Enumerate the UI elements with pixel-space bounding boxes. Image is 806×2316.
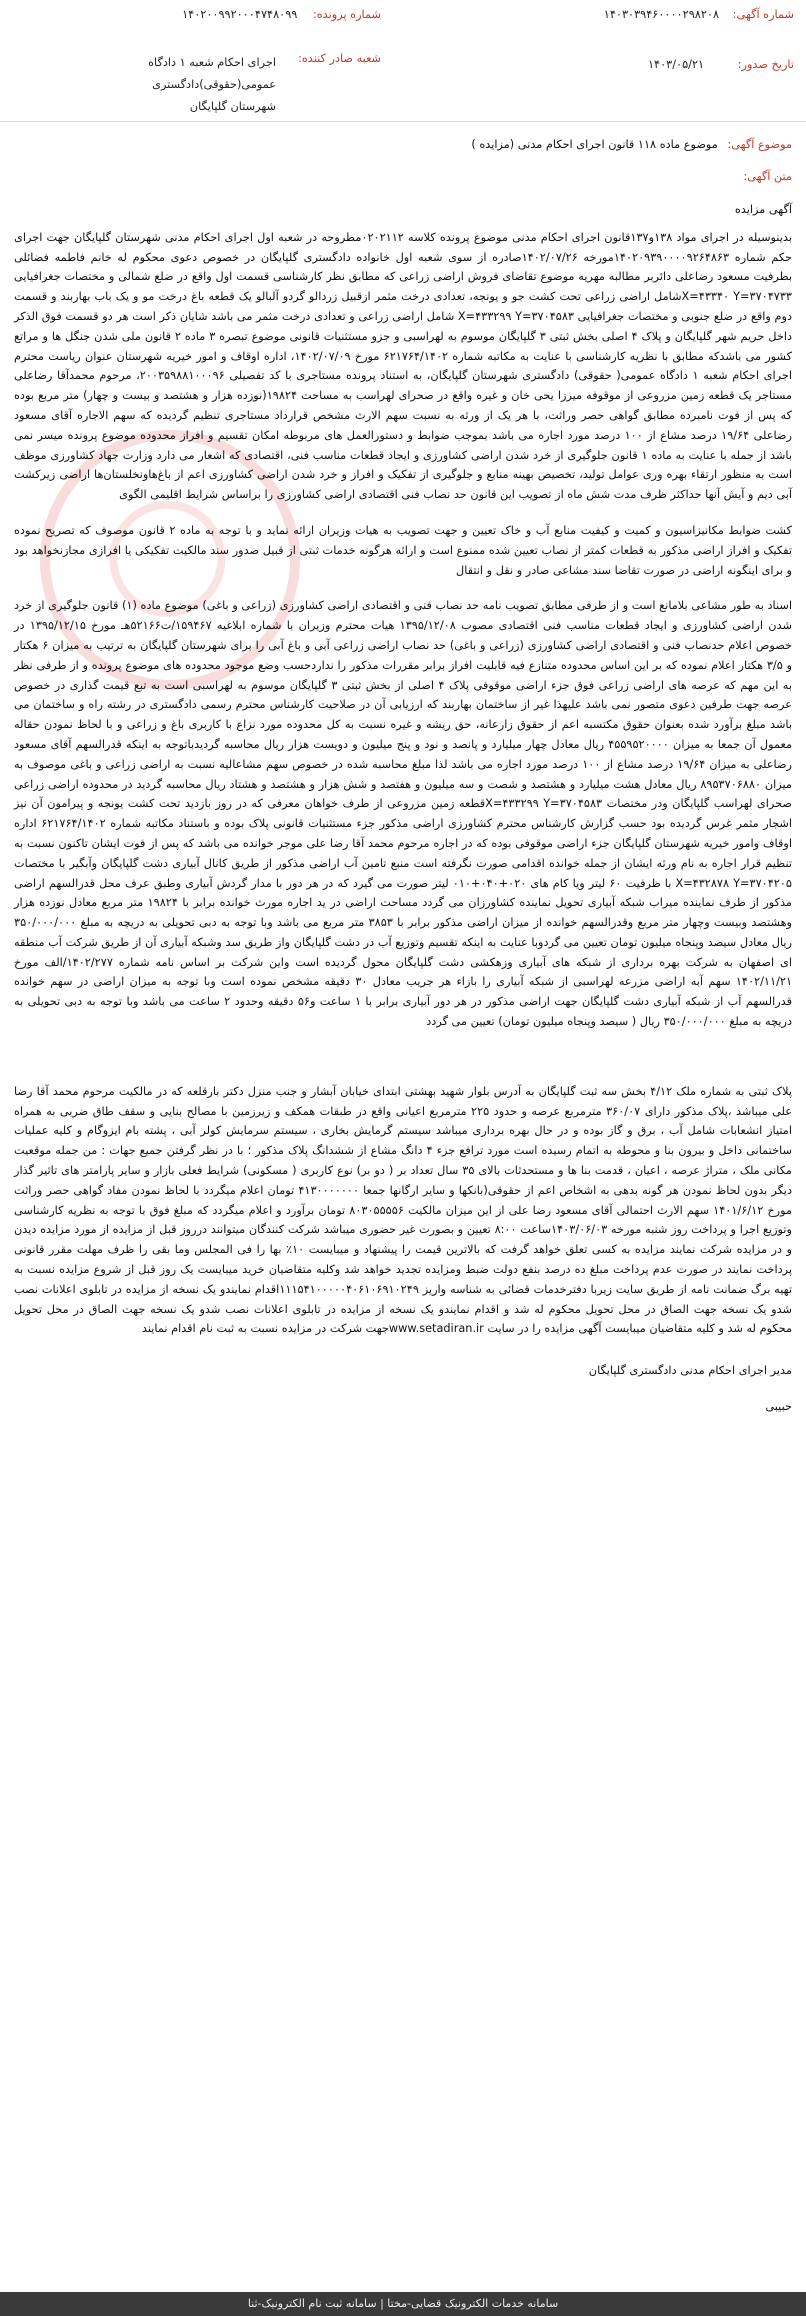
footer-bar xyxy=(0,2292,806,2316)
paragraph: بدینوسیله در اجرای مواد ۱۳۸و۱۳۷قانون اجرای احکام مدنی موضوع پرونده کلاسه ۰۲۰۲۱۱۲مطروحه در شعبه اول اجرای احکام مدنی شهرستان گلپایگان جهت اجرای حکم شماره ۱۴۰۲۰۹۳۹۰۰۰۰۹۲۶۴۸۶۳مورخه ۱۴۰۲/۰۷/۲۶صادره از سوی شعبه اول خانواده دادگستری گلپایگان در خصوص دعوی محکوم له خانم فاطمه فضائلی بطرفیت مسعود رضاعلی دائربر مطالبه مهریه موضوع تقاضای فروش اراضی زراعی که مطابق نظر کارشناسی قسمت اول واقع در ضلع شمالی و مختصات جغرافیایی X=۴۳۳۴۰ Y=۳۷۰۴۷۳۳شامل اراضی زراعی تحت کشت جو و یونجه، تعدادی درخت مثمر ازقبیل زردالو گردو آلبالو یک قطعه باغ درخت مو و یک باب بهاربند و قسمت دوم واقع در ضلع جنوبی و مختصات جغرافیایی X=۴۳۳۲۹۹ Y=۳۷۰۴۵۸۳ شامل اراضی زراعی و تعدادی درخت مثمر می باشد شایان ذکر است هر دو قسمت فوق الذکر داخل حریم شهر گلپایگان و پلاک ۴ اصلی بخش ثبتی ۳ گلپایگان موسوم به لهراسبی و جزو مستثنیات قانونی موضوع تبصره ۳ ماده ۲ قانون ملی شدن جنگل ها و مراتع کشور می باشدکه مطابق با نظریه کارشناسی با عنایت به مکاتبه شماره ۶۲۱۷۶۴/۱۴۰۲ مورخ ۱۴۰۲/۰۷/۰۹، اداره اوقاف و امور خیریه شهرستان عنوان ریاست محترم اجرای احکام شعبه ۱ دادگاه عمومی( حقوقی) دادگستری شهرستان گلپایگان، به استناد پرونده مستاجری با کد تفصیلی ۲۰۰۳۵۹۸۸۱۰۰۰۹۶، مرحوم محمدآقا رضاعلی مستاجر یک قطعه زمین مزروعی از موقوفه میرزا یحی خان و غیره واقع در صحرای لهراسب به مساحت ۱۹۸۲۴(نوزده هزار و هشتصد و بیست و چهار) متر مربع بوده که پس از فوت نامبرده مطابق گواهی حصر وراثت، با هر یک از ورثه به نسبت سهم الارث مشخص قرارداد مستاجری تنظیم گردیده که سهم الاجاره آقای مسعود رضاعلی ۱۹/۶۴ درصد مشاع از ۱۰۰ درصد مورد اجاره می باشد بموجب ضوابط و دستورالعمل های مربوطه امکان تقسیم و افراز محدوده موضوع پرونده میسر نمی باشد از جمله با عنایت به ماده ۱ قانون جلوگیری از خرد شدن اراضی کشاورزی و ایجاد قطعات مناسب فنی، اقتصادی که اشعار می دارد وزارت جهاد کشاورزی موظف است به منظور ارتقاء بهره وری عوامل تولید، تخصیص بهینه منابع و جلوگیری از تفکیک و افراز و خرد شدن اراضی کشاورزی اعم از باغ‌هاونخلستان‌ها اراضی زیرکشت آبی دیم و آیش آنها حداکثر ظرف مدت شش ماه از تصویب این قانون حد نصاب فنی اقتصادی اراضی کشاورزی را براساس شرایط اقلیمی الگوی xyxy=(14,230,793,502)
ad-number: ۱۴۰۳۰۳۹۴۶۰۰۰۰۲۹۸۲۰۸ xyxy=(603,8,720,21)
subject-label: موضوع آگهی: xyxy=(727,138,792,151)
text-label: متن آگهی: xyxy=(743,170,792,183)
issuer-line-2: شهرستان گلپایگان xyxy=(189,100,276,113)
notice-title: آگهی مزایده xyxy=(734,203,792,216)
paragraph: پلاک ثبتی به شماره ملک ۴/۱۲ بخش سه ثبت گلپایگان به آدرس بلوار شهید بهشتی ابتدای خیابان آبشار و جنب منزل دکتر بارقلعه که در مالکیت مرحوم محمد آقا رضا علی میباشد ،پلاک مذکور دارای ۳۶۰/۰۷ مترمربع عرصه و حدود ۲۲۵ مترمربع اعیانی واقع در طبقات همکف و زیرزمین با مصالح بنایی و سقف طاق ضربی به همراه امتیاز انشعابات شامل آب ، برق و گاز بوده و در حال بهره برداری میباشد سیستم گرمایش بخاری ، سیستم سرمایش کولر آبی ، پشته بام ایزوگام و کلیه عملیات ساختمانی داخل و بیرون بنا و محوطه به اتمام رسیده است مورد ترافع جزء ۴ دانگ مشاع از ششدانگ پلاک مذکور ؛ با در نظر گرفتن جمیع جهات : من جمله موقعیت مکانی ملک ، متراژ عرصه ، اعیان ، قدمت بنا ها و مستحدثات بالای ۳۵ سال تعداد بر ( دو بر) نوع کاربری ( مسکونی) شرایط فعلی بازار و سایر پارامتر های تاثیر گذار دیگر بدون لحاظ نمودن هر گونه بدهی به اشخاص اعم از حقوقی(بانکها و سایر ارگانها جمعا ۴۱۳۰۰۰۰۰۰۰ تومان اعلام میگردد با لحاظ نمودن مفاد گواهی حصر وراثت مورخ ۱۴۰۱/۶/۱۲ سهم الارث احتمالی آقای مسعود رضا علی از این میزان مالکیت ۸۰۳۰۵۵۵۵۶ تومان برآورد و اعلام میگردد که مبلغ فوق با توجه به نظریه کارشناسی وتوزیع اجرا و پرداخت روز شنبه مورخه ۱۴۰۳/۰۶/۰۳ساعت ۸:۰۰ تعیین و بصورت غیر حضوری میباشد شرکت کنندگان میتوانند درروز قبل از مزایده از مورد مزایده دیدن و در مزایده شرکت نمایند مزایده به کسی تعلق خواهد گرفت که بالاترین قیمت را پیشنهاد و میبایست ۱۰٪ بها را فی المجلس وما بقی را ظرف مهلت مقرر قانونی پرداخت نمایند در صورت عدم پرداخت مبلغ ده درصد بنفع دولت ضبط ومزایده تجدید خواهد شد وکلیه متقاضیان خرید میبایست یک روز قبل از شروع مزایده نسبت به تهیه برگ ضمانت نامه از طریق سایت زیربا دفترخدمات قضائی به شناسه واریز ۱۱۱۵۴۱۰۰۰۰۰۴۰۶۱۰۶۹۱۰۲۴۹اقدام نمایندو یک نسخه از مزایده در تابلوی اعلانات نصب شدو یک نسخه جهت الصاق در محل تحویل محکوم له شد و اقدام نمایندو یک نسخه از مزایده در تابلوی اعلانات نصب شدو یک نسخه جهت الصاق در محل تحویل محکوم له شد و کلیه متقاضیان میبایست آگهی مزایده را در سایت www.setadiran.irجهت شرکت در مزایده نسبت به ثبت نام اقدام نمایند xyxy=(14,1084,792,1336)
case-number-row xyxy=(182,8,381,21)
footer-text: سامانه خدمات الکترونیک قضایی-مختا | سامانه ثبت نام الکترونیک-ثنا xyxy=(247,2297,559,2310)
case-number: ۱۴۰۲۰۰۹۹۲۰۰۰۴۷۴۸۰۹۹ xyxy=(182,8,298,21)
issue-date-row xyxy=(648,58,794,71)
issuer xyxy=(36,52,276,118)
subject: موضوع ماده ۱۱۸ قانون اجرای احکام مدنی (مزایده ) xyxy=(471,138,718,151)
issue-date: ۱۴۰۳/۰۵/۲۱ xyxy=(647,58,705,71)
notice-meta xyxy=(14,135,792,199)
ad-number-label: شماره آگهی: xyxy=(732,8,794,21)
signature: مدیر اجرای احکام مدنی دادگستری گلپایگان xyxy=(588,1364,792,1378)
issuer-line-1: اجرای احکام شعبه ۱ دادگاه عمومی(حقوقی)دادگستری xyxy=(148,56,276,91)
subject-row xyxy=(14,135,792,155)
notice-body xyxy=(14,200,792,1417)
text-label-row xyxy=(14,167,792,187)
ad-number-row xyxy=(604,8,794,21)
paragraph: کشت ضوابط مکانیزاسیون و کمیت و کیفیت منابع آب و خاک تعیین و جهت تصویب به هیات وزیران ارائه نماید و با توجه به ماده ۲ قانون موصوف که تصریح نموده تفکیک و افراز اراضی مذکور به قطعات کمتر از نصاب تعیین شده ممنوع است و ارائه هرگونه خدمات ثبتی از قبیل صدور سند مالکیت تفکیکی یا افرازی مجازنخواهد بود و برای اینگونه اراضی در صورت تقاضا سند مشاعی صادر و نقل و انتقال xyxy=(14,523,792,577)
signer-name: حبیبی xyxy=(765,1400,792,1414)
issuer-label-wrap xyxy=(298,52,381,65)
header-divider xyxy=(0,121,806,122)
spacer xyxy=(14,1048,792,1082)
header xyxy=(0,0,806,122)
issuer-label: شعبه صادر کننده: xyxy=(298,52,381,65)
paragraph: اسناد به طور مشاعی بلامانع است و از طرفی مطابق تصویب نامه حد نصاب فنی و اقتصادی اراضی کشاورزی (زراعی و باغی) موضوع ماده (۱) قانون جلوگیری از خرد شدن اراضی کشاورزی و ایجاد قطعات مناسب فنی اقتصادی مصوب ۱۳۹۵/۱۲/۰۸ هیات محترم وزیران با شماره ابلاغیه ۱۵۹۴۶۷/ت۵۲۱۶۶هـ مورخ ۱۳۹۵/۱۲/۱۵ در خصوص اعلام حدنصاب فنی و اقتصادی اراضی کشاورزی (زراعی و باغی) حد نصاب اراضی زراعی آبی و باغ آبی را برای شهرستان گلپایگان به ترتیب به میزان ۶ هکتار و ۳/۵ هکتار اعلام نموده که بر این اساس محدوده متنازع فیه قابلیت افراز برابر مقررات مذکور را نداردحسب وضع موجود محدوده های موضوع پرونده و از طرفی نظر به این مهم که عرصه های اراضی زراعی فوق جزء اراضی موقوفی پلاک ۴ اصلی از بخش ثبتی ۳ گلپایگان موسوم به لهراسبی است به تبع قیمت گذاری در خصوص عرصه جهت طرفین دعوی متصور نمی باشد علیهذا غیر از ساختمان بهاربند که ارزیابی آن در صلاحیت کارشناس محترم رسمی دادگستری در رشته راه و ساختمان می باشد مبلغ برآورد شده بعنوان حقوق مکتسبه اعم از حقوق زارعانه، حق ریشه و غیره نسبت به کل محدوده مورد نزاع با کاربری باغ و زراعی و با لحاظ نمودن حقاله معمول آن جمعا به میزان ۴۵۵۹۵۲۰۰۰۰ ریال معادل چهار میلیارد و پانصد و نود و پنج میلیون و دویست هزار ریال محاسبه گردیدباتوجه به اینکه قدرالسهم آقای مسعود رضاعلی به میزان ۱۹/۶۴ درصد مشاع از ۱۰۰ درصد مورد اجاره می باشد لذا مبلغ محاسبه شده در خصوص سهم مشاعالیه نسبت به اراضی زراعی و باغی موصوف به میزان ۸۹۵۳۷۰۶۸۸۰ ریال معادل هشت میلیارد و هشتصد و شصت و سه میلیون و هفتصد و شش هزار و هشتصد و هشتاد ریال محاسبه گردید در محدوده اراضی زراعی صحرای لهراسب گلپایگان ودر مختصات X=۴۳۳۲۹۹ Y=۳۷۰۴۵۸۳قطعه زمین مزروعی از طرف خواهان معرفی که در روز بازدید تحت کشت یونجه و پیرامون آن نیز اشجار مثمر غرس گردیده بود حسب گزارش کارشناس محترم کشاورزی اراضی مذکور جزء مستثنیات قانونی پلاک بوده و باستناد مکاتبه شماره ۶۲۱۷۶۴/۱۴۰۲ اداره اوقاف وامور خیریه شهرستان گلپایگان جزء اراضی موقوفی بوده که در اجاره مرحوم محمد آقا رضا علی موجر خوانده می باشد که پس از فوت ایشان تاکنون نسبت به تنظیم قرار اجاره به نام ورثه ایشان از جمله خوانده اقدامی صورت نگرفته است منبع تامین آب اراضی مذکور از طریق کانال آبیاری دشت گلپایگان وآبگیر با مختصات X=۴۳۲۸۷۸ Y=۳۷۰۴۲۰۵ با ظرفیت ۶۰ لیتر ویا کام های ۰۲۰+۰۴۰+۰۱۰ لیتر صورت می گیرد که در هر دور با مدار گردش آبیاری وطبق عرف محل قدرالسهم اراضی مذکور از طرف نماینده میراب شبکه آبیاری تحویل نماینده کشاورزان می گردد مساحت اراضی در ید اجاره مورث خوانده برابر با ۱۹۸۲۴ متر مربع معادل نوزده هزار وهشتصد وبیست وچهار متر مربع وقدرالسهم خوانده از میزان اراضی مذکور برابر با ۳۸۵۳ متر مربع می باشد وبا توجه به دبی تحویلی به دریچه به مبلغ ۳۵۰/۰۰۰/۰۰۰ ریال معادل سیصد وپنجاه میلیون تومان تعیین می گردوبا عنایت به اینکه تقسیم وتوزیع آب در دشت گلپایگان واز طریق سد وشبکه آبیاری آن از طریق شرکت آب منطقه ای اصفهان به شرکت بهره برداری از شبکه های آبیاری وزهکشی دشت گلپایگان محول گردیده است واین شرکت بر اساس نامه شماره ۱۴۰۲/۲۷۷/الف مورخ ۱۴۰۲/۱۱/۲۱ سهم آبه اراضی مزرعه لهراسبی از شبکه آبیاری را بازاء هر جریب معادل ۳۰ دقیقه مشخص نموده است وبا توجه به میزان اراضی در سهم خوانده قدرالسهم آب از شبکه آبیاری دشت گلپایگان جهت اراضی مذکور در هر دور آبیاری برابر با ۱ ساعت و۵۶ دقیقه وحدود ۲ ساعت می باشد وبا توجه به دبی تحویلی به دریچه به مبلغ ۳۵۰/۰۰۰/۰۰۰ ریال ( سیصد وپنجاه میلیون تومان) تعیین می گردد xyxy=(14,599,793,1029)
case-number-label: شماره پرونده: xyxy=(312,8,381,21)
issue-date-label: تاریخ صدور: xyxy=(737,58,794,71)
